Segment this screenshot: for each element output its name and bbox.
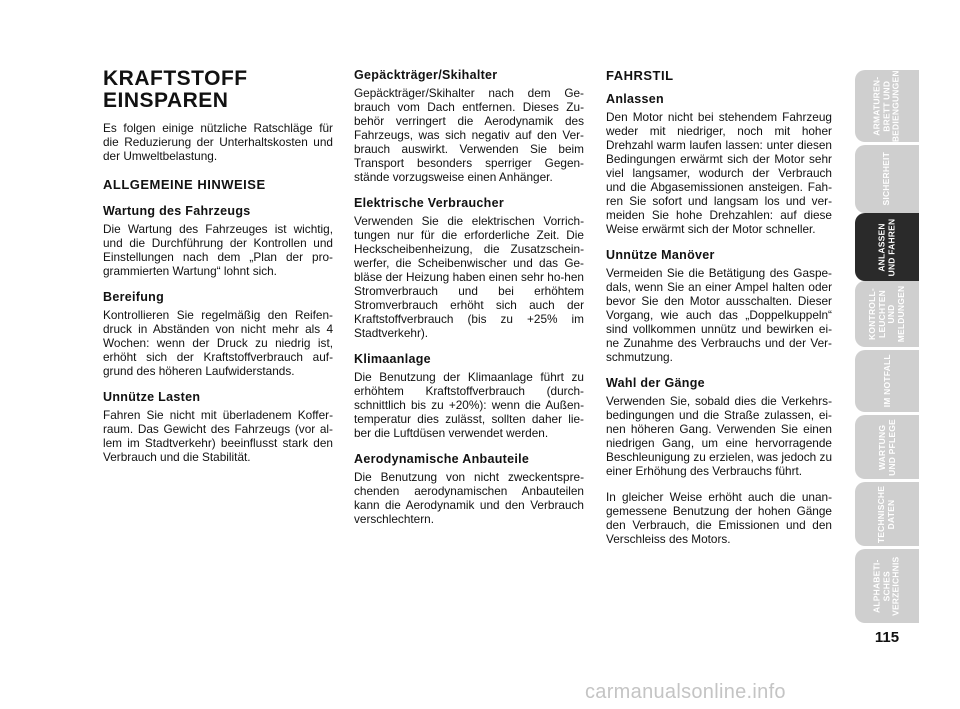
subheading-climate: Klimaanlage <box>354 352 431 366</box>
column-3 <box>606 68 832 558</box>
paragraph-climate: Die Benutzung der Klimaanlage führt zu erhöhtem Kraftstoffverbrauch (durch-schnittlich bis zu +20%): wenn die Außen-temperatur dies zulässt, sollten daher lie-ber die Luftdüsen verwendet werden. <box>354 370 584 440</box>
tab-starting-driving[interactable] <box>855 213 919 281</box>
tab-dashboard-controls[interactable] <box>855 70 919 142</box>
subheading-loads: Unnütze Lasten <box>103 390 201 404</box>
paragraph-electrical: Verwenden Sie die elektrischen Vorrich-tungen nur für die erforderliche Zeit. Die Heckscheibenheizung, die Zusatzschein-werfer, die Scheibenwischer und das Ge-bläse der Heizung haben einen sehr ho-hen Stromverbrauch und bei erhöhtem Stromverbrauch erhöht sich auch der Kraftstoffverbrauch (bis zu +25% im Stadtverkehr). <box>354 214 584 340</box>
paragraph-roof-rack: Gepäckträger/Skihalter nach dem Ge-brauch vom Dach entfernen. Dieses Zu-behör verringert die Aerodynamik des Fahrzeugs, was sich negativ auf den Ver-brauch auswirkt. Verwenden Sie beim Transport besonders sperriger Gegen-stände vorzugsweise einen Anhänger. <box>354 86 584 184</box>
paragraph-starting: Den Motor nicht bei stehendem Fahrzeug weder mit niedriger, noch mit hoher Drehzahl warm laufen lassen: unter diesen Bedingungen erwärmt sich der Motor sehr viel langsamer, wodurch der Verbrauch und die Abgasemissionen ansteigen. Fah-ren Sie sofort und langsam los und ver-meiden Sie hohe Drehzahlen: auf diese Weise erwärmt sich der Motor schneller. <box>606 110 832 236</box>
paragraph-closing: In gleicher Weise erhöht auch die unan-gemessene Benutzung der hohen Gänge den Verbrauch, die Emissionen und den Verschleiss des Motors. <box>606 490 832 546</box>
tab-maintenance-care[interactable] <box>855 415 919 479</box>
subheading-aero: Aerodynamische Anbauteile <box>354 452 530 466</box>
subheading-gears: Wahl der Gänge <box>606 376 705 390</box>
section-heading-driving: FAHRSTIL <box>606 68 674 83</box>
paragraph-aero: Die Benutzung von nicht zweckentspre-chenden aerodynamischen Anbauteilen kann die Aerodynamik und den Verbrauch verschlechtern. <box>354 470 584 526</box>
subheading-roof-rack: Gepäckträger/Skihalter <box>354 68 498 82</box>
tab-alphabetical-index[interactable] <box>855 549 919 623</box>
subheading-starting: Anlassen <box>606 92 664 106</box>
tab-warning-lights[interactable] <box>855 281 919 347</box>
tab-label: ANLASSEN UND FAHREN <box>876 218 896 276</box>
tab-technical-data[interactable] <box>855 482 919 546</box>
paragraph-manoeuvres: Vermeiden Sie die Betätigung des Gaspe-dals, wenn Sie an einer Ampel halten oder bevor Sie den Motor ausschalten. Dieser Vorgang, wie auch das „Doppelkuppeln“ sind vollkommen unnütz und bewirken ei-ne Zunahme des Verbrauchs und der Ver-schmutzung. <box>606 266 832 364</box>
page-title: KRAFTSTOFF EINSPAREN <box>103 67 248 112</box>
tab-emergency[interactable] <box>855 350 919 412</box>
watermark: carmanualsonline.info <box>585 681 786 703</box>
tab-label: WARTUNG UND PFLEGE <box>876 418 896 476</box>
tab-label: SICHERHEIT <box>881 152 892 206</box>
intro-paragraph: Es folgen einige nützliche Ratschläge für die Reduzierung der Unterhaltskosten und der Umweltbelastung. <box>103 121 333 163</box>
subheading-manoeuvres: Unnütze Manöver <box>606 248 715 262</box>
subheading-tyres: Bereifung <box>103 290 165 304</box>
section-heading-general: ALLGEMEINE HINWEISE <box>103 177 266 192</box>
tab-label: ARMATUREN- BRETT UND BEDIENGUNGEN <box>871 70 901 142</box>
subheading-maintenance: Wartung des Fahrzeugs <box>103 204 251 218</box>
paragraph-tyres: Kontrollieren Sie regelmäßig den Reifen-druck in Abständen von nicht mehr als 4 Wochen: wenn der Druck zu niedrig ist, erhöht sich der Kraftstoffverbrauch auf-grund des höheren Laufwiderstands. <box>103 308 333 378</box>
paragraph-maintenance: Die Wartung des Fahrzeuges ist wichtig, und die Durchführung der Kontrollen und Einstellungen nach dem „Plan der pro-grammierten Wartung“ lohnt sich. <box>103 222 333 278</box>
column-1 <box>103 68 333 476</box>
tab-label: ALPHABETI- SCHES VERZEICHNIS <box>871 556 901 616</box>
tab-label: KONTROLL- LEUCHTEN UND MELDUNGEN <box>867 285 906 343</box>
tab-label: TECHNISCHE DATEN <box>876 485 896 543</box>
paragraph-gears: Verwenden Sie, sobald dies die Verkehrs-bedingungen und die Straße zulassen, ei-nen höheren Gang. Verwenden Sie einen niedrigen Gang, um eine hervorragende Beschleunigung zu erzielen, was jedoch zu einer Erhöhung des Verbrauchs führt. <box>606 394 832 478</box>
column-2 <box>354 68 584 538</box>
tab-label: IM NOTFALL <box>881 354 892 408</box>
paragraph-loads: Fahren Sie nicht mit überladenem Koffer-raum. Das Gewicht des Fahrzeugs (vor al-lem im Stadtverkehr) beeinflusst stark den Verbrauch und die Stabilität. <box>103 408 333 464</box>
subheading-electrical: Elektrische Verbraucher <box>354 196 505 210</box>
tab-safety[interactable] <box>855 145 919 213</box>
page-number: 115 <box>874 629 900 646</box>
